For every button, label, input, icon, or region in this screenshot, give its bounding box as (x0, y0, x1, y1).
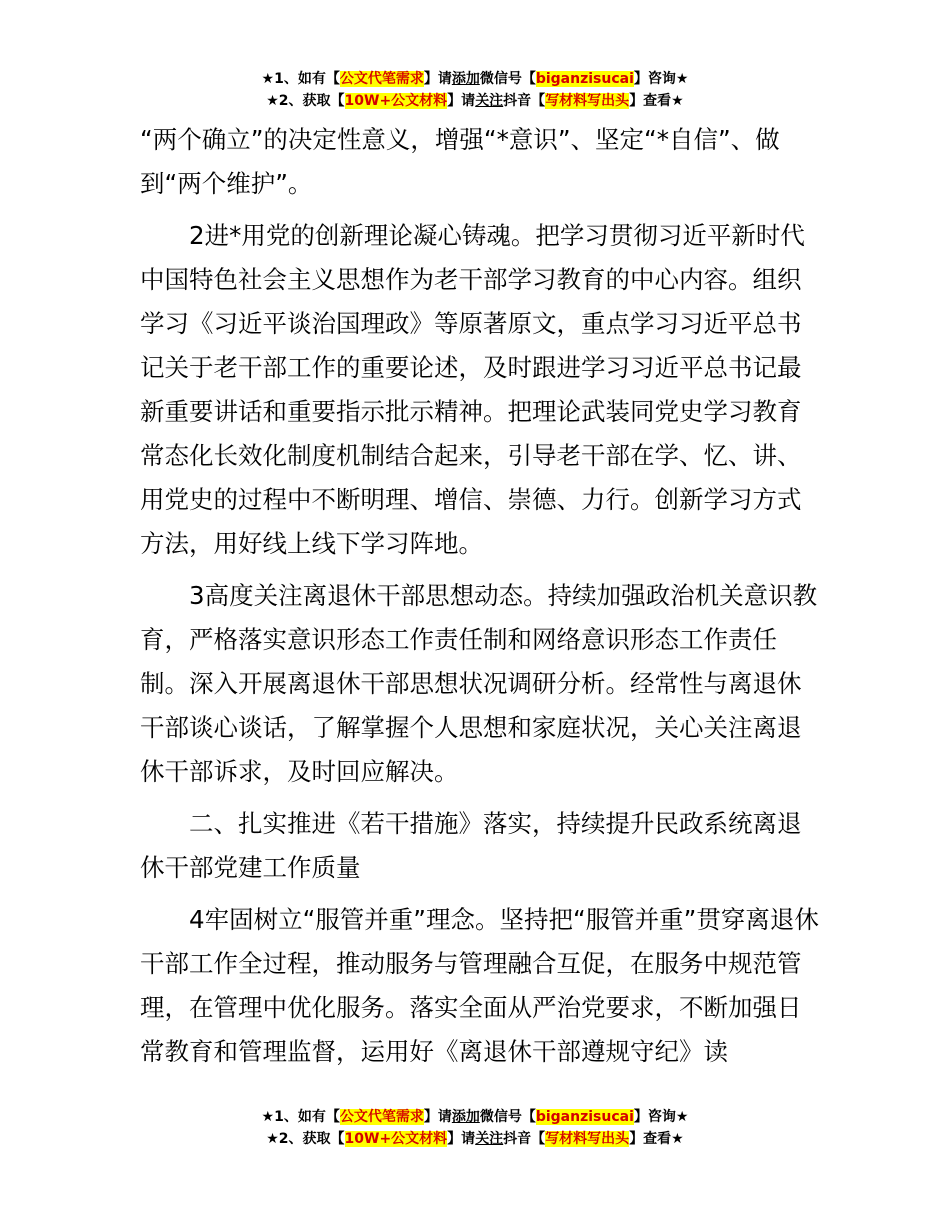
footer-line-1-part-2: 】请 (423, 1109, 452, 1125)
footer-line-1-part-1: ★1、如有【 (261, 1109, 340, 1125)
footer-highlight-wechat-id: biganzisucai (535, 1109, 634, 1125)
header-line-1 (0, 68, 950, 90)
footer-line-1 (0, 1106, 950, 1128)
header-line-1-part-2: 】请 (423, 71, 452, 87)
footer-line-2-part-1: ★2、获取【 (266, 1131, 345, 1147)
paragraph-2-theory: 2进*用党的创新理论凝心铸魂。把学习贯彻习近平新时代中国特色社会主义思想作为老干部学习教育的中心内容。组织学习《习近平谈治国理政》等原著原文，重点学习习近平总书记关于老干部工作的重要论述，及时跟进学习习近平总书记最新重要讲话和重要指示批示精神。把理论武装同党史学习教育常态化长效化制度机制结合起来，引导老干部在学、忆、讲、用党史的过程中不断明理、增信、崇德、力行。创新学习方式方法，用好线上线下学习阵地。 (140, 221, 805, 558)
header-underline-add: 添加 (451, 71, 480, 87)
footer-highlight-materials: 10W+公文材料 (344, 1131, 448, 1147)
document-body (140, 118, 825, 1082)
paragraph-continuation: “两个确立”的决定性意义，增强“*意识”、坚定“*自信”、做到“两个维护”。 (140, 125, 780, 198)
header-underline-follow: 关注 (475, 93, 504, 109)
header-highlight-douyin: 写材料写出头 (545, 93, 630, 109)
header-line-2-part-3: 抖音【 (503, 93, 546, 109)
footer-underline-follow: 关注 (475, 1131, 504, 1147)
header-banner (0, 68, 950, 112)
header-line-2 (0, 90, 950, 112)
header-highlight-wechat-id: biganzisucai (535, 71, 634, 87)
footer-line-2-part-2: 】请 (447, 1131, 476, 1147)
header-line-1-part-4: 】咨询★ (633, 71, 689, 87)
header-line-1-part-1: ★1、如有【 (261, 71, 340, 87)
footer-underline-add: 添加 (451, 1109, 480, 1125)
footer-line-1-part-4: 】咨询★ (633, 1109, 689, 1125)
paragraph-3-ideology: 3高度关注离退休干部思想动态。持续加强政治机关意识教育，严格落实意识形态工作责任制和网络意识形态工作责任制。深入开展离退休干部思想状况调研分析。经常性与离退休干部谈心谈话，了解掌握个人思想和家庭状况，关心关注离退休干部诉求，及时回应解决。 (140, 581, 818, 786)
header-highlight-ghostwriting: 公文代笔需求 (339, 71, 424, 87)
footer-line-1-part-3: 微信号【 (479, 1109, 536, 1125)
footer-highlight-ghostwriting: 公文代笔需求 (339, 1109, 424, 1125)
footer-highlight-douyin: 写材料写出头 (545, 1131, 630, 1147)
header-highlight-materials: 10W+公文材料 (344, 93, 448, 109)
header-line-2-part-1: ★2、获取【 (266, 93, 345, 109)
footer-line-2-part-3: 抖音【 (503, 1131, 546, 1147)
header-line-1-part-3: 微信号【 (479, 71, 536, 87)
footer-banner (0, 1106, 950, 1150)
header-line-2-part-4: 】查看★ (629, 93, 684, 109)
paragraph-4-service-management: 4牢固树立“服管并重”理念。坚持把“服管并重”贯穿离退休干部工作全过程，推动服务与管理融合互促，在服务中规范管理，在管理中优化服务。落实全面从严治党要求，不断加强日常教育和管理监督，运用好《离退休干部遵规守纪》读 (140, 905, 819, 1066)
section-heading-2: 二、扎实推进《若干措施》落实，持续提升民政系统离退休干部党建工作质量 (140, 809, 802, 882)
header-line-2-part-2: 】请 (447, 93, 476, 109)
footer-line-2-part-4: 】查看★ (629, 1131, 684, 1147)
footer-line-2 (0, 1128, 950, 1150)
